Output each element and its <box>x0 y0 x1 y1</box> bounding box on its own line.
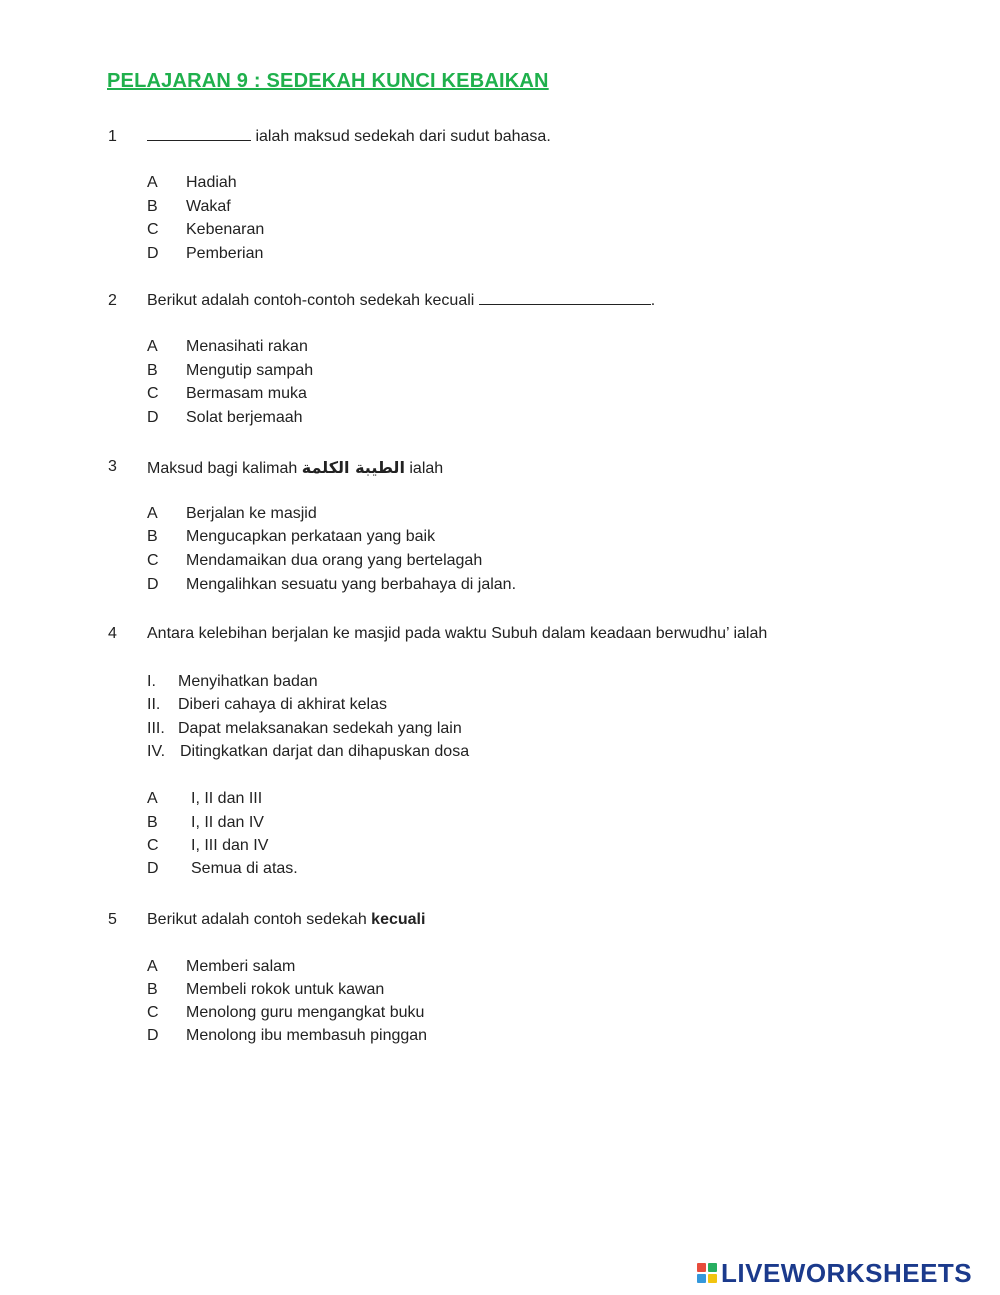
page-title: PELAJARAN 9 : SEDEKAH KUNCI KEBAIKAN <box>107 70 549 92</box>
question-4-option-a[interactable]: A I, II dan III <box>147 790 263 807</box>
question-3-text: Maksud bagi kalimah الطيبة الكلمة ialah <box>147 458 444 477</box>
logo-blocks-icon <box>697 1263 717 1283</box>
question-4-option-c[interactable]: C I, III dan IV <box>147 837 269 854</box>
statement-3: III. Dapat melaksanakan sedekah yang lain <box>147 720 462 737</box>
question-3-option-b[interactable]: B Mengucapkan perkataan yang baik <box>147 528 436 545</box>
question-3-number: 3 <box>108 458 117 475</box>
question-4-option-d[interactable]: D Semua di atas. <box>147 860 298 877</box>
liveworksheets-logo <box>697 1258 972 1288</box>
question-2-number: 2 <box>108 292 117 309</box>
question-1-option-b[interactable]: B Wakaf <box>147 198 231 215</box>
statement-4: IV. Ditingkatkan darjat dan dihapuskan dosa <box>147 743 470 760</box>
question-3-option-d[interactable]: D Mengalihkan sesuatu yang berbahaya di jalan. <box>147 576 517 593</box>
question-1-option-a[interactable]: A Hadiah <box>147 174 237 191</box>
question-2-option-c[interactable]: C Bermasam muka <box>147 385 307 402</box>
question-4-text: Antara kelebihan berjalan ke masjid pada waktu Subuh dalam keadaan berwudhu’ ialah <box>147 625 768 642</box>
statement-1: I. Menyihatkan badan <box>147 673 318 690</box>
logo-text: LIVEWORKSHEETS <box>721 1257 973 1288</box>
question-1-text: ialah maksud sedekah dari sudut bahasa. <box>147 128 551 146</box>
question-3-option-c[interactable]: C Mendamaikan dua orang yang bertelagah <box>147 552 483 569</box>
question-5-option-a[interactable]: A Memberi salam <box>147 958 296 975</box>
question-5-option-b[interactable]: B Membeli rokok untuk kawan <box>147 981 385 998</box>
arabic-phrase: الطيبة الكلمة <box>301 458 405 477</box>
question-3-option-a[interactable]: A Berjalan ke masjid <box>147 505 317 522</box>
question-1-option-d[interactable]: D Pemberian <box>147 245 264 262</box>
question-2-option-b[interactable]: B Mengutip sampah <box>147 362 314 379</box>
question-4-option-b[interactable]: B I, II dan IV <box>147 814 264 831</box>
question-5-number: 5 <box>108 911 117 928</box>
question-5-text: Berikut adalah contoh sedekah kecuali <box>147 911 426 928</box>
question-1-option-c[interactable]: C Kebenaran <box>147 221 265 238</box>
statement-2: II. Diberi cahaya di akhirat kelas <box>147 696 387 713</box>
question-2-text: Berikut adalah contoh-contoh sedekah kecuali . <box>147 292 656 309</box>
question-2-option-a[interactable]: A Menasihati rakan <box>147 338 308 355</box>
question-5-option-c[interactable]: C Menolong guru mengangkat buku <box>147 1004 425 1021</box>
answer-blank <box>147 128 251 141</box>
answer-blank <box>479 292 651 305</box>
question-2-option-d[interactable]: D Solat berjemaah <box>147 409 303 426</box>
question-5-option-d[interactable]: D Menolong ibu membasuh pinggan <box>147 1027 428 1044</box>
question-1-number: 1 <box>108 128 117 145</box>
question-4-number: 4 <box>108 625 117 642</box>
